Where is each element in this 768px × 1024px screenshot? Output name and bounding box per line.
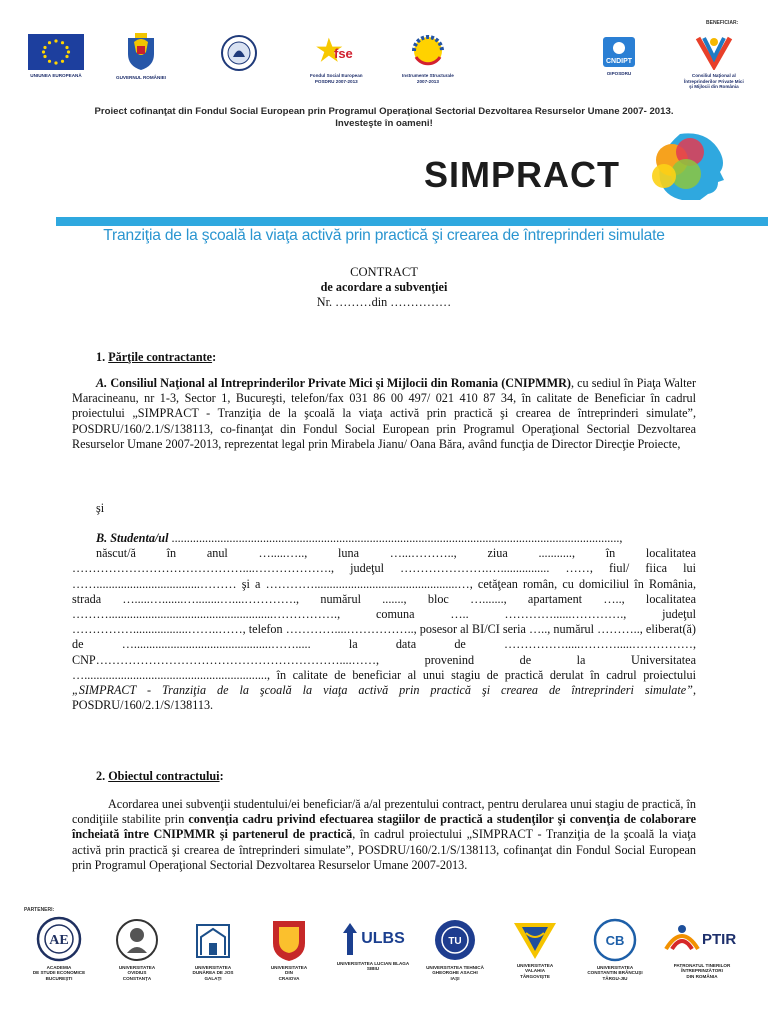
cofinanced-banner bbox=[0, 106, 768, 130]
brand-wordmark: SIMPRACT bbox=[424, 154, 620, 195]
cnipmmr-logo-icon bbox=[694, 34, 734, 70]
ministry-seal-icon bbox=[220, 34, 258, 72]
cnipmmr-logo bbox=[684, 34, 744, 90]
beneficiar-label: BENEFICIAR: bbox=[706, 20, 739, 26]
cndipt-caption: OIPOSDRU bbox=[606, 71, 632, 76]
ulbs-mark bbox=[341, 919, 405, 959]
ovidius-logo-icon bbox=[115, 917, 159, 963]
partner-brancusi-caption: UNIVERSITATEA CONSTANTIN BRÂNCUŞI TÂRGU-JIU bbox=[587, 965, 643, 981]
partner-craiova bbox=[254, 917, 324, 981]
eu-logo bbox=[28, 34, 84, 79]
partner-valahia bbox=[500, 919, 570, 979]
section-2-colon: : bbox=[219, 769, 224, 783]
partner-valahia-caption: UNIVERSITATEA VALAHIA TÂRGOVIŞTE bbox=[516, 963, 554, 979]
contract-number: Nr. ………din …………… bbox=[316, 295, 452, 310]
instrumente-caption: Instrumente Structurale 2007-2013 bbox=[402, 73, 454, 84]
tuiasi-logo-icon bbox=[433, 917, 477, 963]
ministry-logo bbox=[220, 34, 258, 72]
gov-logo bbox=[116, 32, 166, 81]
partner-tuiasi bbox=[420, 917, 490, 981]
and-word: şi bbox=[96, 501, 105, 515]
svg-text:CNDIPT: CNDIPT bbox=[605, 58, 633, 65]
header-logos bbox=[24, 30, 744, 100]
project-subtitle: Tranziţia de la şcoală la viaţa activă prin practică şi crearea de întreprinderi simulate bbox=[103, 227, 665, 244]
svg-text:fse: fse bbox=[334, 46, 354, 61]
partner-ptir-caption: PATRONATUL TINERILOR ÎNTREPRINZĂTORI DIN ROMÂNIA bbox=[673, 963, 731, 979]
ptir-wordmark: PTIR bbox=[702, 931, 737, 948]
partner-tuiasi-caption: UNIVERSITATEA TEHNICĂ GHEORGHE ASACHI IAŞI bbox=[426, 965, 484, 981]
section-1-title: Părţile contractante bbox=[108, 350, 213, 364]
partner-ulbs bbox=[328, 919, 418, 972]
party-a-label: A. bbox=[96, 376, 108, 390]
partner-galati bbox=[178, 915, 248, 981]
party-b-line1: ..................................................................................................................................................., bbox=[168, 531, 623, 545]
svg-text:AE: AE bbox=[49, 933, 69, 948]
brancusi-logo-icon bbox=[593, 917, 637, 963]
party-a-paragraph bbox=[72, 376, 696, 452]
partners-strip bbox=[24, 915, 754, 1015]
objective-part-1: Acordarea unei subvenţii studentului/ei beneficiar/ă a/al prezentului contract, pentru derularea unui stagiu de practică, în condiţiile stabilite prin bbox=[72, 797, 696, 827]
fse-caption: Fondul Social European POSDRU 2007-2013 bbox=[310, 73, 363, 84]
eu-caption: UNIUNEA EUROPEANĂ bbox=[30, 73, 82, 78]
fse-logo-icon bbox=[316, 34, 356, 70]
partner-ase-caption: ACADEMIA DE STUDII ECONOMICE BUCUREŞTI bbox=[32, 965, 86, 981]
contract-subtitle: de acordare a subvenţiei bbox=[320, 280, 448, 295]
party-b-tail: , POSDRU/160/2.1/S/138113. bbox=[72, 683, 696, 713]
objective-part-2: , în cadrul proiectului „SIMPRACT - Tranziţia de la şcoală la viaţa activă prin practică şi crearea de întreprinderi simulate”, POSDRU/160/2.1/S/138113, cofinanţat din Fondul Social European prin Programul Operaţional Sectorial Dezvoltarea Resurselor Umane 2007-2013. bbox=[72, 827, 697, 872]
ptir-logo-icon bbox=[662, 919, 702, 959]
party-b-details: născut/ă în anul ….....….., luna …...……….., ziua ..........., în localitatea ……………………………………....………………., judeţul ………………….…................ ……, fiul/ fiica lui ……..................................……… şi a …………...............................................…, cetăţean român, cu domiciliul în România, strada ….....….......…........…....…………., numărul ......., bloc …......., apartament ….., localitatea ………......................................................……………., comuna ….. …………......…………., judeţul ……………..................……..……, telefon …………....…………….., posesor al BI/CI seria ….., numărul ……….., eliberat(ă) de ….............................................……..... la data de …………….....……….....……………, CNP……………………………………………………....……, provenind de la Universitatea …............................................................, în calitate de beneficiar al unui stagiu de practică derulat în cadrul proiectului bbox=[72, 546, 696, 682]
accent-bar bbox=[56, 217, 768, 226]
partner-galati-caption: UNIVERSITATEA DUNĂREA DE JOS GALAŢI bbox=[192, 965, 234, 981]
section-1-heading bbox=[96, 350, 720, 365]
objective-paragraph bbox=[72, 797, 696, 873]
party-b-paragraph bbox=[72, 531, 696, 713]
party-b-project: „SIMPRACT - Tranziţia de la şcoală la viaţa activă prin practică şi crearea de întreprinderi simulate” bbox=[72, 683, 693, 698]
valahia-logo-icon bbox=[512, 919, 558, 961]
party-a-text: , cu sediul în Piaţa Walter Maracineanu, nr 1-3, Sector 1, Bucureşti, telefon/fax 031 86 00 497/ 021 410 87 34, în calitate de Beneficiar în cadrul proiectului „SIMPRACT - Tranziţia de la şcoală la viaţa activă prin practică şi crearea de întreprinderi simulate”, POSDRU/160/2.1/S/138113, co-finanţat din Fondul Social European prin Programul Operaţional Sectorial Dezvoltarea Resurselor Umane 2007-2013, reprezentat legal prin Mirabela Jianu/ Oana Băra, având funcţia de Director Direcţie Proiecte, bbox=[72, 376, 697, 451]
svg-text:TU: TU bbox=[448, 936, 462, 947]
section-2-heading bbox=[96, 769, 720, 784]
ase-logo-icon bbox=[35, 915, 83, 963]
party-b-body bbox=[72, 546, 696, 713]
cofinanced-line-1: Proiect cofinanţat din Fondul Social European prin Programul Operaţional Sectorial Dezvoltarea Resurselor Umane 2007- 2013. bbox=[94, 106, 674, 117]
partner-ovidius-caption: UNIVERSITATEA OVIDIUS CONSTANŢA bbox=[118, 965, 156, 981]
ptir-mark bbox=[658, 917, 746, 961]
partner-ase bbox=[24, 915, 94, 981]
svg-text:CB: CB bbox=[605, 933, 625, 948]
eu-flag-icon bbox=[28, 34, 84, 70]
craiova-logo-icon bbox=[269, 917, 309, 963]
objective-bold: convenţia cadru privind efectuarea stagiilor de practică a studenţilor şi convenţia de colaborare încheiată între CNIPMMR şi partenerul de practică bbox=[72, 812, 696, 842]
section-1-number: 1. bbox=[96, 350, 106, 364]
ulbs-logo-icon bbox=[341, 921, 359, 957]
instrumente-logo bbox=[402, 32, 454, 84]
romania-coat-of-arms-icon bbox=[124, 32, 158, 72]
gov-caption: GUVERNUL ROMÂNIEI bbox=[116, 75, 166, 80]
fse-logo bbox=[310, 34, 363, 84]
party-b-first-line bbox=[72, 531, 696, 546]
section-2-title: Obiectul contractului bbox=[108, 769, 220, 783]
ulbs-wordmark: ULBS bbox=[361, 930, 405, 947]
partner-brancusi bbox=[580, 917, 650, 981]
partner-ulbs-caption: UNIVERSITATEA LUCIAN BLAGA SIBIU bbox=[336, 961, 410, 972]
section-2-number: 2. bbox=[96, 769, 106, 783]
partners-label: PARTENERI: bbox=[24, 907, 55, 913]
cndipt-logo-icon bbox=[602, 36, 636, 68]
instrumente-structurale-icon bbox=[406, 32, 450, 70]
contract-title-block bbox=[72, 265, 696, 311]
party-b-label: B. Studenta/ul bbox=[96, 531, 169, 545]
contract-title: CONTRACT bbox=[350, 265, 418, 279]
cofinanced-line-2: Investeşte în oameni! bbox=[335, 118, 433, 129]
partner-craiova-caption: UNIVERSITATEA DIN CRAIOVA bbox=[270, 965, 308, 981]
partner-ptir bbox=[658, 917, 746, 979]
head-profile-icon bbox=[642, 130, 728, 202]
section-1-colon: : bbox=[212, 350, 217, 364]
party-a-name: Consiliul Naţional al Intreprinderilor Private Mici şi Mijlocii din Romania (CNIPMMR) bbox=[110, 376, 571, 390]
cndipt-logo bbox=[602, 36, 636, 77]
galati-logo-icon bbox=[191, 915, 235, 963]
partner-ovidius bbox=[102, 917, 172, 981]
cnipmmr-caption: Consiliul Naţional al Întreprinderilor Private Mici şi Mijlocii din România bbox=[684, 73, 744, 89]
